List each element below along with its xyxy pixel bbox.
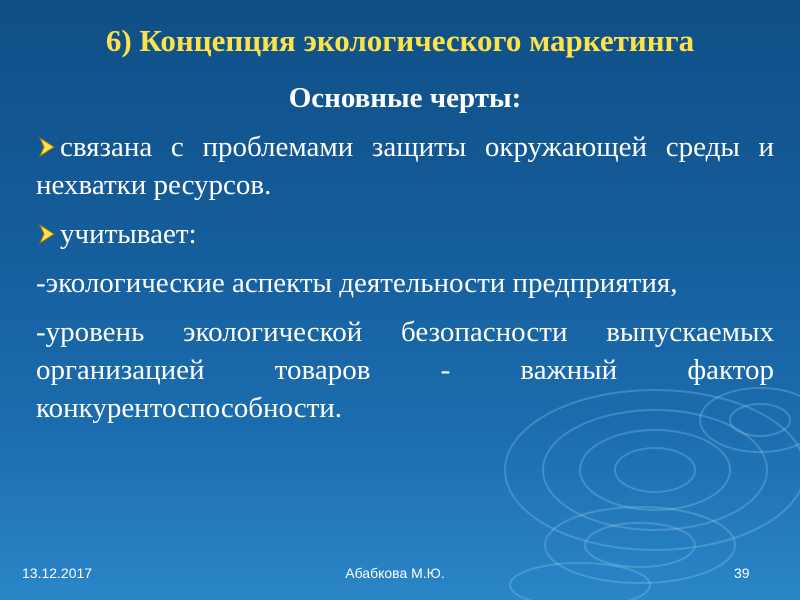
footer-author: Абабкова М.Ю. <box>345 565 445 581</box>
arrow-bullet-icon <box>36 136 58 158</box>
arrow-bullet-icon <box>36 223 58 245</box>
bullet-item-text: связана с проблемами защиты окружающей среды и нехватки ресурсов. <box>36 131 774 201</box>
footer-page-number: 39 <box>734 565 750 581</box>
slide-body <box>36 128 774 438</box>
footer-date: 13.12.2017 <box>22 565 93 581</box>
dash-item-1: -экологические аспекты деятельности предприятия, <box>36 267 678 299</box>
slide-title: 6) Концепция экологического маркетинга <box>105 23 695 58</box>
slide-subtitle: Основные черты: <box>288 82 522 114</box>
bullet-item-1 <box>36 128 774 204</box>
dash-item-2: -уровень экологической безопасности выпускаемых организацией товаров - важный фактор конкурентоспособности. <box>36 316 774 424</box>
bullet-item-text: учитывает: <box>60 218 197 250</box>
bullet-item-2 <box>36 215 774 253</box>
